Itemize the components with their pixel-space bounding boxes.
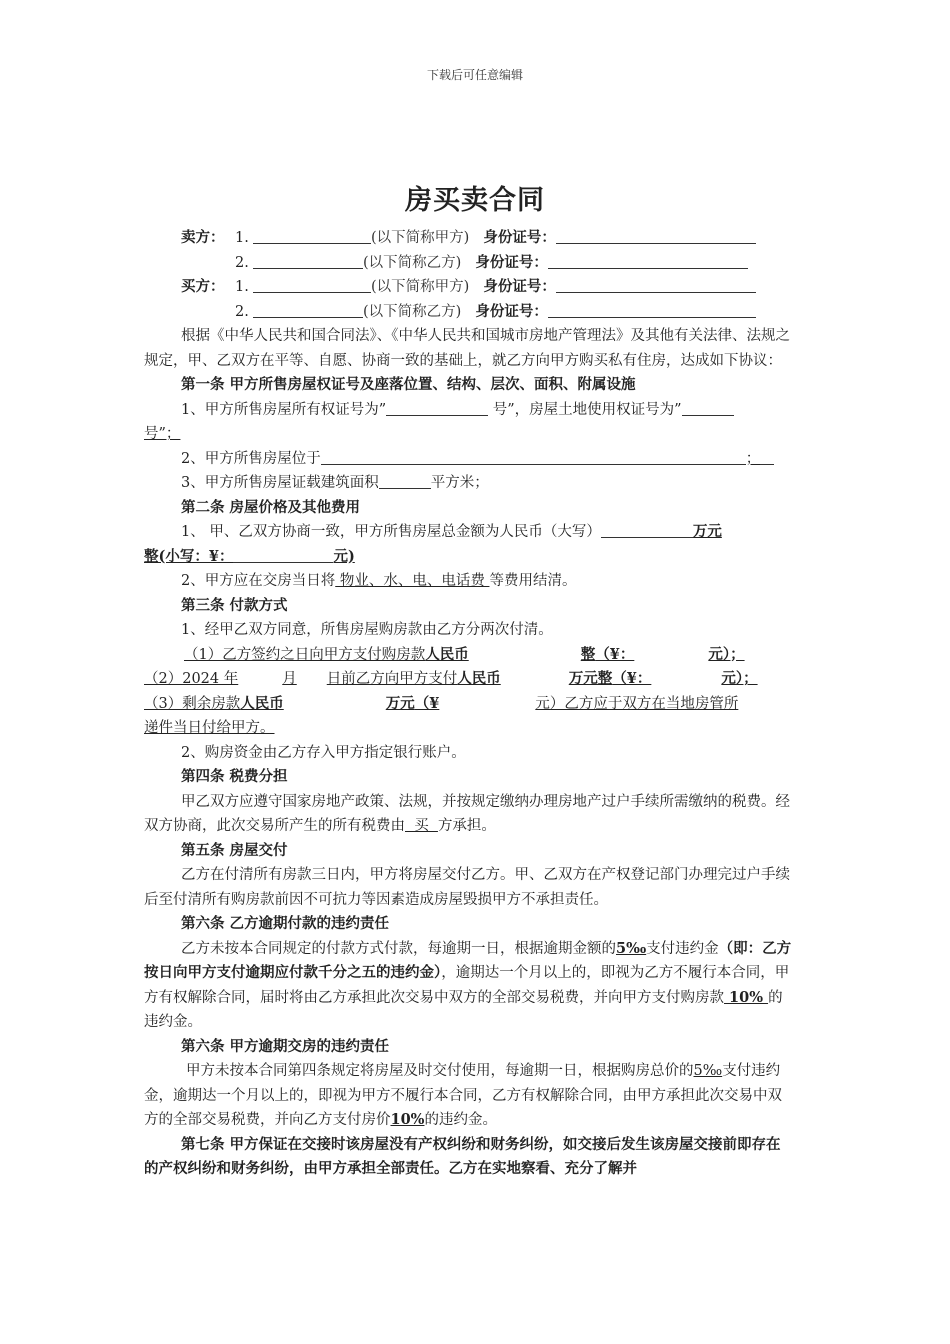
article-6-seller-heading: 第六条 甲方逾期交房的违约责任 — [181, 1037, 390, 1055]
page-title: 房买卖合同 — [405, 185, 545, 216]
article-2-line-2: 2、甲方应在交房当日将 物业、水、电、电话费 等费用结清。 — [181, 573, 577, 589]
payment-item-3: （3）剩余房款人民币 万元（¥ 元）乙方应于双方在当地房管所 — [144, 694, 739, 712]
party-role: 买方： — [181, 278, 225, 295]
article-4-text: 甲乙双方应遵守国家房地产政策、法规，并按规定缴纳办理房地产过户手续所需缴纳的税费。经双方协商，此次交易所产生的所有税费由 买 方承担。 — [144, 793, 790, 834]
article-4-heading: 第四条 税费分担 — [181, 768, 288, 785]
article-1-line-2: 2、甲方所售房屋位于 ； — [144, 447, 794, 472]
party-row-seller-1: 卖方： 1. (以下简称甲方) 身份证号： — [144, 226, 794, 251]
article-1-line-1: 1、甲方所售房屋所有权证号为” 号”，房屋土地使用权证号为” — [144, 398, 794, 423]
article-7-text: 第七条 甲方保证在交接时该房屋没有产权纠纷和财务纠纷，如交接后发生该房屋交接前即存在的产权纠纷和财务纠纷，由甲方承担全部责任。乙方在实地察看、充分了解并 — [144, 1135, 781, 1177]
id-blank — [556, 227, 756, 244]
article-1-heading: 第一条 甲方所售房屋权证号及座落位置、结构、层次、面积、附属设施 — [181, 376, 636, 393]
article-5-text: 乙方在付清所有房款三日内，甲方将房屋交付乙方。甲、乙双方在产权登记部门办理完过户手续后至付清所有购房款前因不可抗力等因素造成房屋毁损甲方不承担责任。 — [144, 867, 790, 908]
name-blank — [253, 227, 371, 244]
payment-item-3-cont: 递件当日付给甲方。 — [144, 720, 275, 736]
id-blank — [548, 252, 748, 269]
article-2-line-1-cont: 整(小写：¥： 元) — [144, 547, 355, 565]
id-blank — [548, 301, 756, 318]
party-role: 卖方： — [181, 229, 225, 246]
intro-paragraph: 根据《中华人民共和国合同法》、《中华人民共和国城市房地产管理法》及其他有关法律、法规之规定，甲、乙双方在平等、自愿、协商一致的基础上，就乙方向甲方购买私有住房，达成如下协议： — [144, 328, 790, 369]
article-2-heading: 第二条 房屋价格及其他费用 — [181, 498, 361, 516]
article-1-line-3: 3、甲方所售房屋证载建筑面积 平方米； — [144, 471, 794, 496]
article-6-buyer-heading: 第六条 乙方逾期付款的违约责任 — [181, 915, 390, 932]
party-row-seller-2: 2. (以下简称乙方) 身份证号： — [144, 251, 794, 276]
article-6-buyer-text: 乙方未按本合同规定的付款方式付款，每逾期一日，根据逾期金额的5‰支付违约金（即：乙方按日向甲方支付逾期应付款千分之五的违约金），逾期达一个月以上的，即视为乙方不履行本合同，甲方有权解除合同，届时将由乙方承担此次交易中双方的全部交易税费，并向甲方支付购房款 10% 的违约金。 — [144, 939, 792, 1030]
page-header: 下载后可任意编辑 — [426, 68, 523, 82]
article-1-line-1-cont: 号”； — [144, 426, 181, 442]
article-6-seller-text: 甲方未按本合同第四条规定将房屋及时交付使用，每逾期一日，根据购房总价的5‰支付违约金，逾期达一个月以上的，即视为甲方不履行本合同，乙方有权解除合同，由甲方承担此次交易中双方的全部交易税费，并向乙方支付房价10%的违约金。 — [144, 1063, 782, 1128]
id-blank — [556, 276, 756, 293]
article-3-line-1: 1、经甲乙双方同意，所售房屋购房款由乙方分两次付清。 — [181, 622, 553, 638]
party-row-buyer-2: 2. (以下简称乙方) 身份证号： — [144, 300, 794, 325]
article-2-line-1: 1、 甲、乙双方协商一致，甲方所售房屋总金额为人民币（大写） 万元 — [181, 523, 722, 540]
name-blank — [253, 301, 363, 318]
party-row-buyer-1: 买方： 1. (以下简称甲方) 身份证号： — [144, 275, 794, 300]
name-blank — [253, 252, 363, 269]
payment-item-1: （1）乙方签约之日向甲方支付购房款人民币 整（¥： 元）； — [184, 645, 745, 663]
name-blank — [253, 276, 371, 293]
article-5-heading: 第五条 房屋交付 — [181, 841, 288, 859]
article-3-heading: 第三条 付款方式 — [181, 596, 288, 614]
contract-body — [144, 226, 794, 1182]
article-3-line-2: 2、购房资金由乙方存入甲方指定银行账户。 — [181, 744, 466, 761]
payment-item-2: （2）2024 年 月 日前乙方向甲方支付人民币 万元整（¥： 元）； — [144, 670, 758, 687]
